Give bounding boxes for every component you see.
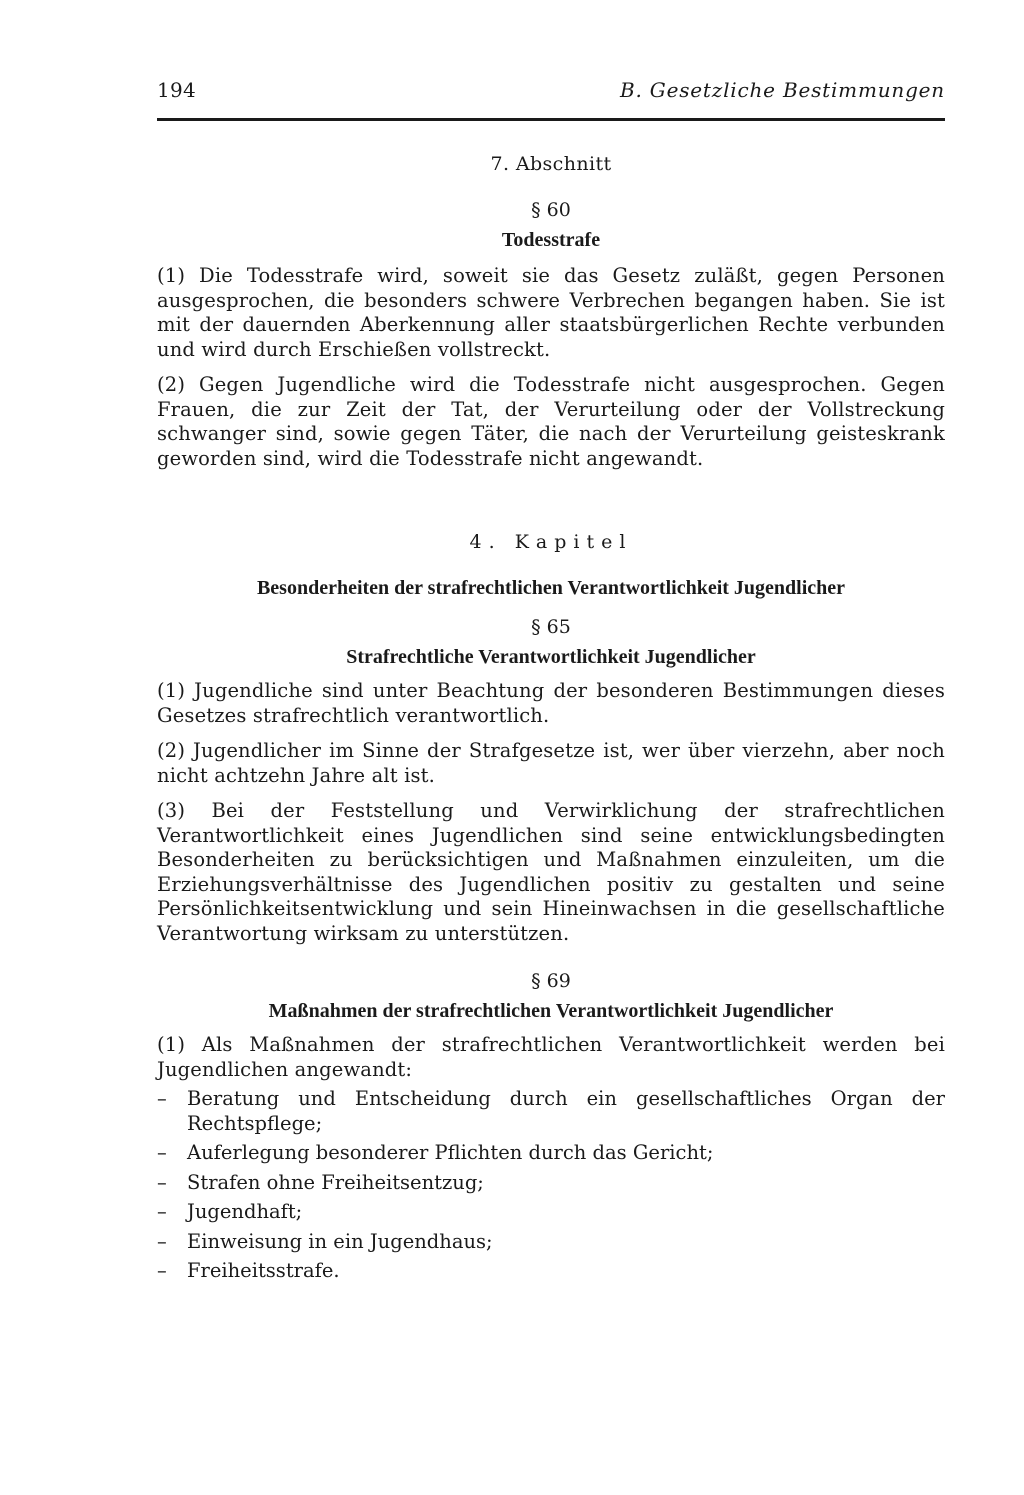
paragraph-69-body bbox=[157, 1033, 945, 1284]
paragraph-60-body bbox=[157, 264, 945, 471]
paragraph-65-body bbox=[157, 679, 945, 946]
dash-marker: – bbox=[157, 1170, 167, 1194]
paragraph-69-intro: (1) Als Maßnahmen der strafrechtlichen Verantwortlichkeit werden bei Jugendlichen angewandt: bbox=[157, 1033, 945, 1081]
paragraph-title-60: Todesstrafe bbox=[501, 229, 601, 251]
paragraph-sign-65: § 65 bbox=[531, 616, 571, 638]
list-item bbox=[157, 1141, 945, 1166]
dash-marker: – bbox=[157, 1259, 167, 1282]
paragraph-sign-69: § 69 bbox=[531, 970, 571, 992]
dash-marker: – bbox=[157, 1087, 167, 1110]
list-item bbox=[157, 1230, 945, 1255]
paragraph-65-subsection-1: (1) Jugendliche sind unter Beachtung der besonderen Bestimmungen dieses Gesetzes strafrechtlich verantwortlich. bbox=[157, 679, 945, 727]
paragraph-title-65: Strafrechtliche Verantwortlichkeit Jugendlicher bbox=[346, 646, 756, 668]
chapter-title: Besonderheiten der strafrechtlichen Verantwortlichkeit Jugendlicher bbox=[256, 577, 846, 599]
running-head: B. Gesetzliche Bestimmungen bbox=[619, 78, 945, 102]
page-header bbox=[157, 78, 945, 108]
paragraph-65-subsection-2: (2) Jugendlicher im Sinne der Strafgesetze ist, wer über vierzehn, aber noch nicht achtzehn Jahre alt ist. bbox=[157, 739, 945, 787]
paragraph-60-subsection-1: (1) Die Todesstrafe wird, soweit sie das Gesetz zuläßt, gegen Personen ausgesprochen, die besonders schwere Verbrechen begangen haben. Sie ist mit der dauernden Aberkennung aller staatsbürgerlichen Rechte verbunden und wird durch Erschießen vollstreckt. bbox=[157, 264, 945, 361]
section-heading: 7. Abschnitt bbox=[490, 153, 612, 175]
book-page bbox=[157, 78, 945, 1284]
header-rule bbox=[157, 118, 945, 121]
list-item-text: Freiheitsstrafe. bbox=[187, 1259, 340, 1282]
page-number: 194 bbox=[157, 78, 197, 102]
dash-marker: – bbox=[157, 1141, 167, 1164]
list-item bbox=[157, 1200, 945, 1225]
list-item-text: Beratung und Entscheidung durch ein gesellschaftliches Organ der Rechtspflege; bbox=[187, 1087, 945, 1135]
chapter-heading: 4. Kapitel bbox=[469, 531, 633, 553]
paragraph-60-subsection-2: (2) Gegen Jugendliche wird die Todesstrafe nicht ausgesprochen. Gegen Frauen, die zur Zeit der Tat, der Verurteilung oder der Vollstreckung schwanger sind, sowie gegen Täter, die nach der Verurteilung geisteskrank geworden sind, wird die Todesstrafe nicht angewandt. bbox=[157, 373, 945, 470]
list-item-text: Jugendhaft; bbox=[187, 1200, 303, 1223]
paragraph-title-69: Maßnahmen der strafrechtlichen Verantwortlichkeit Jugendlicher bbox=[268, 1000, 834, 1022]
list-item-text: Auferlegung besonderer Pflichten durch das Gericht; bbox=[187, 1141, 714, 1164]
list-item-text: Einweisung in ein Jugendhaus; bbox=[187, 1229, 493, 1253]
paragraph-sign-60: § 60 bbox=[531, 199, 571, 221]
list-item-text: Strafen ohne Freiheitsentzug; bbox=[187, 1170, 484, 1194]
list-item bbox=[157, 1171, 945, 1196]
dash-marker: – bbox=[157, 1200, 167, 1223]
paragraph-65-subsection-3: (3) Bei der Feststellung und Verwirklichung der strafrechtlichen Verantwortlichkeit eines Jugendlichen sind seine entwicklungsbedingten Besonderheiten zu berücksichtigen und Maßnahmen einzuleiten, um die Erziehungsverhältnisse des Jugendlichen positiv zu gestalten und seine Persönlichkeitsentwicklung und sein Hineinwachsen in die gesellschaftliche Verantwortung wirksam zu unterstützen. bbox=[157, 799, 945, 945]
list-item bbox=[157, 1259, 945, 1284]
measures-list bbox=[157, 1087, 945, 1284]
dash-marker: – bbox=[157, 1229, 167, 1253]
list-item bbox=[157, 1087, 945, 1136]
